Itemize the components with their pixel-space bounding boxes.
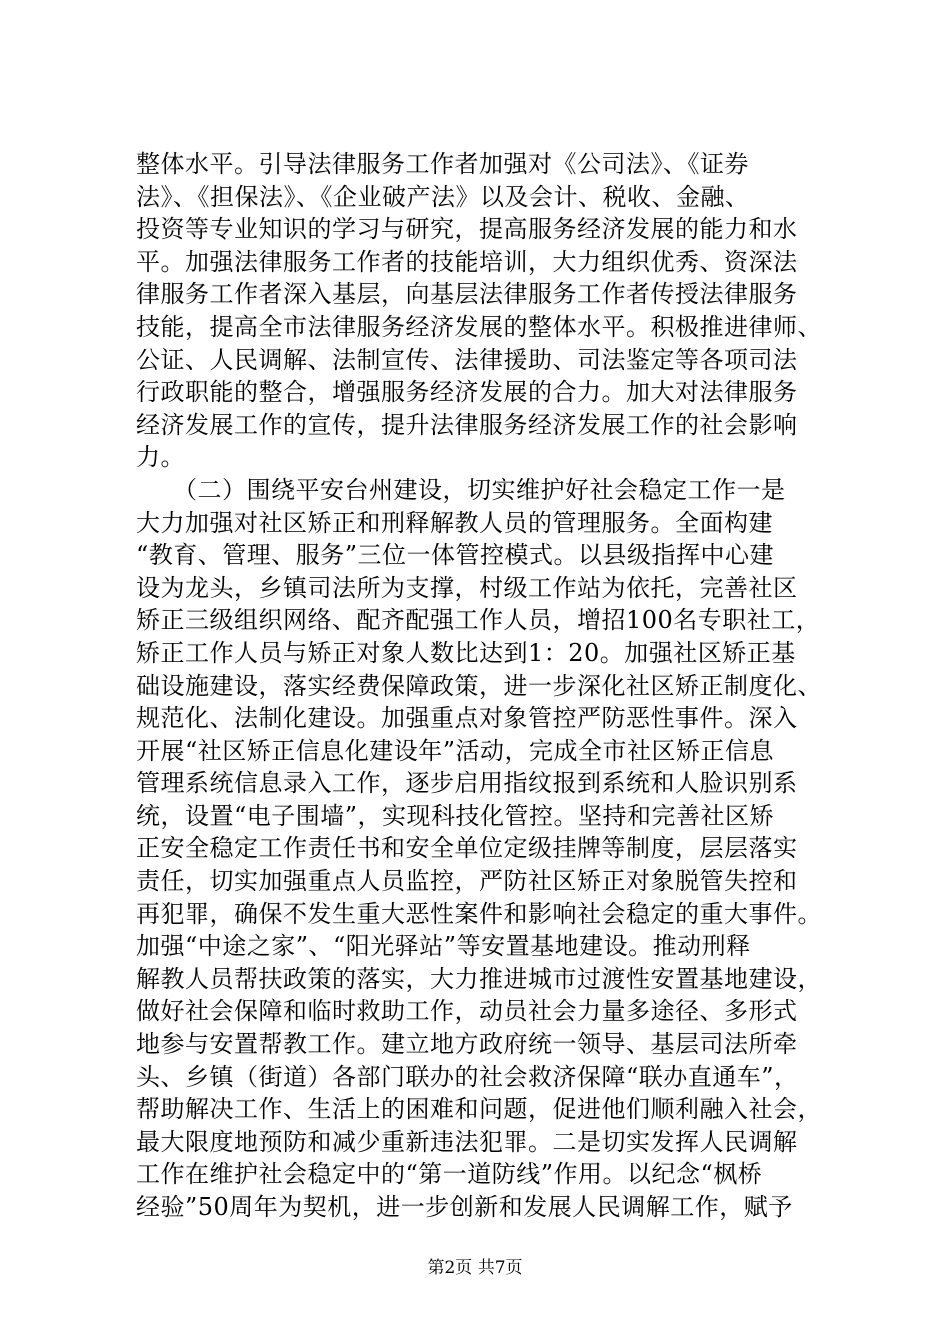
text-line: 最大限度地预防和减少重新违法犯罪。二是切实发挥人民调解	[136, 1127, 798, 1156]
text-line: 地参与安置帮教工作。建立地方政府统一领导、基层司法所牵	[136, 1030, 798, 1059]
page-footer	[0, 1257, 950, 1279]
text-line: 行政职能的整合，增强服务经济发展的合力。加大对法律服务	[136, 378, 798, 407]
text-line: 再犯罪，确保不发生重大恶性案件和影响社会稳定的重大事件。	[136, 899, 822, 928]
text-line: 律服务工作者深入基层，向基层法律服务工作者传授法律服务	[136, 280, 798, 309]
text-line: 矫正工作人员与矫正对象人数比达到1：20。加强社区矫正基	[136, 638, 796, 667]
text-line: 公证、人民调解、法制宣传、法律援助、司法鉴定等各项司法	[136, 345, 798, 374]
text-line: 础设施建设，落实经费保障政策，进一步深化社区矫正制度化、	[136, 671, 822, 700]
text-line: 责任，切实加强重点人员监控，严防社区矫正对象脱管失控和	[136, 867, 798, 896]
text-line: 规范化、法制化建设。加强重点对象管控严防恶性事件。深入	[136, 704, 798, 733]
text-line: 加强“中途之家”、“阳光驿站”等安置基地建设。推动刑释	[136, 932, 751, 961]
text-line: 做好社会保障和临时救助工作，动员社会力量多途径、多形式	[136, 997, 798, 1026]
text-line: 头、乡镇（街道）各部门联办的社会救济保障“联办直通车”，	[136, 1062, 799, 1091]
text-line: 解教人员帮扶政策的落实，大力推进城市过渡性安置基地建设，	[136, 964, 822, 993]
text-line: 大力加强对社区矫正和刑释解教人员的管理服务。全面构建	[136, 508, 773, 537]
text-line: 开展“社区矫正信息化建设年”活动，完成全市社区矫正信息	[136, 736, 775, 765]
text-line: 正安全稳定工作责任书和安全单位定级挂牌等制度，层层落实	[136, 834, 798, 863]
document-body	[136, 148, 826, 1224]
text-line: 平。加强法律服务工作者的技能培训，大力组织优秀、资深法	[136, 247, 798, 276]
text-line: 力。	[136, 443, 185, 472]
text-line: 经济发展工作的宣传，提升法律服务经济发展工作的社会影响	[136, 410, 798, 439]
page-number: 第2页 共7页	[427, 1258, 523, 1278]
text-line: 帮助解决工作、生活上的困难和问题，促进他们顺利融入社会，	[136, 1095, 822, 1124]
text-line: 技能，提高全市法律服务经济发展的整体水平。积极推进律师、	[136, 312, 822, 341]
text-line: 矫正三级组织网络、配齐配强工作人员，增招100名专职社工，	[136, 606, 821, 635]
text-line: “教育、管理、服务”三位一体管控模式。以县级指挥中心建	[136, 541, 775, 570]
text-line: （二）围绕平安台州建设，切实维护好社会稳定工作一是	[136, 475, 786, 504]
text-line: 工作在维护社会稳定中的“第一道防线”作用。以纪念“枫桥	[136, 1160, 763, 1189]
text-line: 统，设置“电子围墙”，实现科技化管控。坚持和完善社区矫	[136, 801, 775, 830]
text-line: 法》、《担保法》、《企业破产法》以及会计、税收、金融、	[136, 182, 750, 211]
text-line: 管理系统信息录入工作，逐步启用指纹报到系统和人脸识别系	[136, 769, 798, 798]
text-line: 设为龙头，乡镇司法所为支撑，村级工作站为依托，完善社区	[136, 573, 798, 602]
text-line: 经验”50周年为契机，进一步创新和发展人民调解工作，赋予	[136, 1193, 793, 1221]
text-line: 投资等专业知识的学习与研究，提高服务经济发展的能力和水	[136, 215, 798, 244]
text-line: 整体水平。引导法律服务工作者加强对《公司法》、《证券	[136, 150, 749, 178]
